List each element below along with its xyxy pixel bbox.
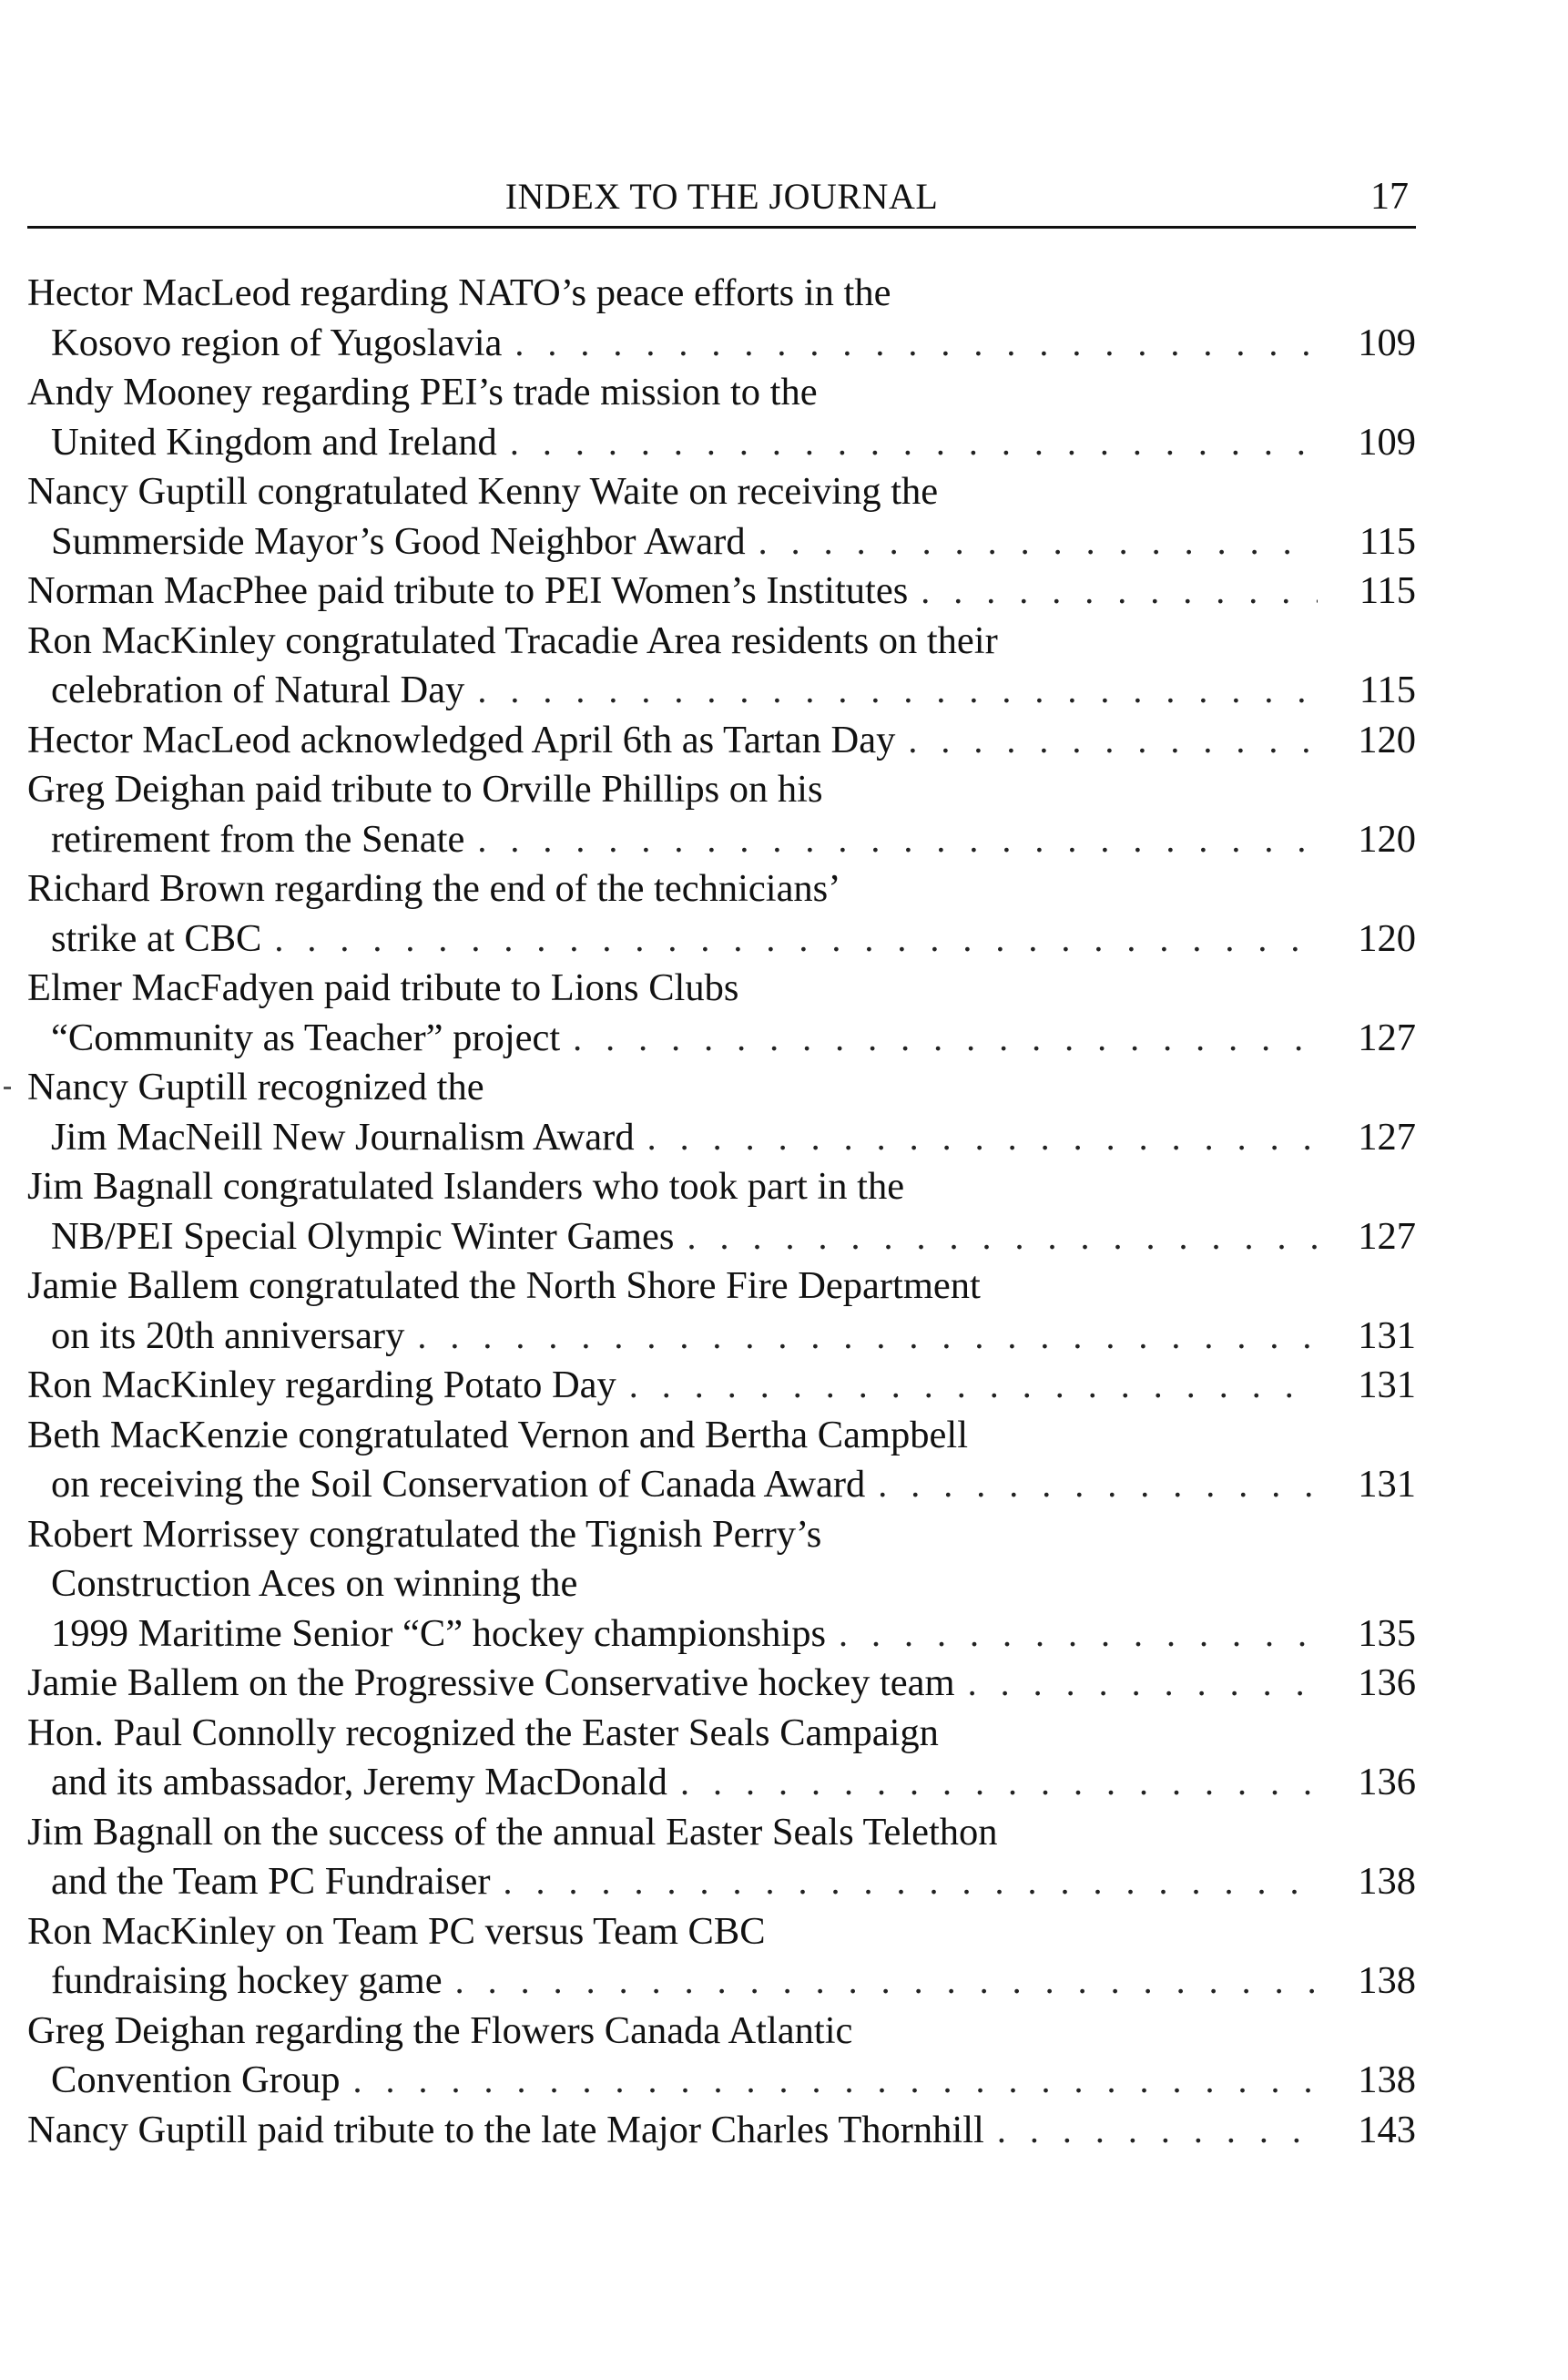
entry-page-number: 120 [1358,718,1416,761]
entry-page-number: 115 [1359,519,1416,563]
entry-last-line [27,418,1416,468]
entry-last-line [27,1857,1416,1907]
entry-page-number: 136 [1358,1661,1416,1704]
index-entry [27,1262,1416,1361]
dot-leader [921,567,1318,617]
entry-line: Greg Deighan regarding the Flowers Canada Atlantic [27,2008,853,2052]
index-entry [27,567,1416,617]
index-entry [27,1659,1416,1709]
entry-last-line [27,1312,1416,1362]
entry-last-line [27,567,1416,617]
entry-page-number: 138 [1358,1860,1416,1903]
entry-page-number: 120 [1358,817,1416,861]
entry-last-line [27,666,1416,716]
dot-leader [573,1014,1318,1064]
index-entry [27,1411,1416,1510]
index-entry [27,716,1416,766]
page-header [27,173,1416,229]
entry-line: Richard Brown regarding the end of the technicians’ [27,867,841,910]
dot-leader [504,1857,1318,1907]
entry-line: Elmer MacFadyen paid tribute to Lions Clubs [27,966,739,1009]
dot-leader [417,1312,1318,1362]
entry-page-number: 138 [1358,1959,1416,2002]
entry-last-line [27,319,1416,369]
entry-text: Hector MacLeod acknowledged April 6th as Tartan Day [27,718,896,761]
entry-last-line [27,517,1416,567]
index-entry [27,1808,1416,1907]
index-entry [27,1361,1416,1411]
entry-line: Hector MacLeod regarding NATO’s peace efforts in the [27,271,891,314]
entry-last-line [27,1014,1416,1064]
header-page-number: 17 [1370,176,1409,218]
index-entry [27,1709,1416,1808]
entry-line: Robert Morrissey congratulated the Tignish Perry’s [27,1512,822,1556]
entry-line: Ron MacKinley congratulated Tracadie Area residents on their [27,618,998,662]
dot-leader [878,1460,1318,1510]
entry-text: strike at CBC [51,916,262,960]
entry-line: Andy Mooney regarding PEI’s trade mission to the [27,371,818,414]
entry-text: NB/PEI Special Olympic Winter Games [51,1214,675,1258]
dot-leader [997,2106,1318,2156]
entry-text: on receiving the Soil Conservation of Canada Award [51,1463,866,1506]
entry-page-number: 127 [1358,1214,1416,1258]
index-entry [27,368,1416,467]
dot-leader [680,1758,1318,1808]
dot-leader [647,1113,1318,1163]
margin-mark [4,1087,11,1089]
dot-leader [353,2056,1318,2106]
entry-last-line [27,1659,1416,1709]
dot-leader [477,815,1318,865]
dot-leader [629,1361,1318,1411]
index-entry [27,1907,1416,2007]
index-entry [27,467,1416,567]
entry-text: fundraising hockey game [51,1959,443,2002]
entry-line: Jim Bagnall congratulated Islanders who took part in the [27,1165,905,1208]
entry-text: on its 20th anniversary [51,1313,405,1357]
entry-text: Kosovo region of Yugoslavia [51,321,503,364]
entry-last-line [27,2056,1416,2106]
dot-leader [274,914,1318,965]
entry-line: Jamie Ballem congratulated the North Shore Fire Department [27,1264,981,1307]
index-entry [27,1510,1416,1660]
entry-text: Convention Group [51,2058,341,2101]
entry-text: “Community as Teacher” project [51,1016,561,1059]
entry-line: Ron MacKinley on Team PC versus Team CBC [27,1909,766,1953]
page-title: INDEX TO THE JOURNAL [504,176,939,217]
dot-leader [839,1609,1318,1660]
dot-leader [514,319,1318,369]
index-entry [27,617,1416,716]
entry-last-line [27,815,1416,865]
index-entry [27,964,1416,1063]
dot-leader [908,716,1318,766]
entry-text: retirement from the Senate [51,817,465,861]
index-entry [27,864,1416,964]
entry-page-number: 120 [1358,916,1416,960]
entry-text: and its ambassador, Jeremy MacDonald [51,1761,667,1803]
entry-page-number: 109 [1358,420,1416,464]
entry-text: United Kingdom and Ireland [51,420,497,464]
entry-text: Nancy Guptill paid tribute to the late Major Charles Thornhill [27,2108,984,2151]
entry-text: Jim MacNeill New Journalism Award [51,1115,635,1159]
entry-page-number: 136 [1358,1761,1416,1803]
index-entry [27,765,1416,864]
entry-page-number: 127 [1358,1115,1416,1159]
entry-text: celebration of Natural Day [51,669,465,711]
index-entry [27,269,1416,368]
index-entries-list [27,269,1416,2155]
entry-text: 1999 Maritime Senior “C” hockey championships [51,1611,827,1655]
entry-last-line [27,1113,1416,1163]
entry-page-number: 143 [1358,2108,1416,2151]
index-entry [27,2106,1416,2156]
dot-leader [759,517,1318,567]
entry-line: Jim Bagnall on the success of the annual Easter Seals Telethon [27,1810,998,1854]
entry-page-number: 127 [1358,1016,1416,1059]
entry-page-number: 135 [1358,1611,1416,1655]
index-entry [27,1063,1416,1162]
entry-last-line [27,1758,1416,1808]
entry-text: and the Team PC Fundraiser [51,1860,491,1903]
entry-last-line [27,914,1416,965]
index-entry [27,1162,1416,1262]
entry-last-line [27,1956,1416,2007]
entry-text: Norman MacPhee paid tribute to PEI Women’s Institutes [27,569,909,612]
entry-text: Summerside Mayor’s Good Neighbor Award [51,519,746,563]
entry-line: Greg Deighan paid tribute to Orville Phillips on his [27,768,823,811]
entry-line: Nancy Guptill recognized the [27,1066,484,1108]
entry-last-line [27,1361,1416,1411]
entry-last-line [27,716,1416,766]
dot-leader [687,1212,1318,1262]
entry-page-number: 109 [1358,321,1416,364]
entry-last-line [27,1460,1416,1510]
entry-line: Beth MacKenzie congratulated Vernon and Bertha Campbell [27,1413,969,1456]
entry-last-line [27,2106,1416,2156]
entry-page-number: 115 [1359,669,1416,711]
entry-page-number: 131 [1358,1364,1416,1406]
entry-last-line [27,1212,1416,1262]
dot-leader [455,1956,1318,2007]
entry-line: Nancy Guptill congratulated Kenny Waite on receiving the [27,470,939,513]
index-entry [27,2007,1416,2106]
entry-page-number: 131 [1358,1313,1416,1357]
entry-page-number: 131 [1358,1463,1416,1506]
dot-leader [477,666,1318,716]
entry-line: Construction Aces on winning the [51,1562,578,1605]
entry-last-line [27,1609,1416,1660]
entry-page-number: 138 [1358,2058,1416,2101]
entry-text: Jamie Ballem on the Progressive Conservative hockey team [27,1661,955,1704]
entry-text: Ron MacKinley regarding Potato Day [27,1364,616,1406]
entry-line: Hon. Paul Connolly recognized the Easter Seals Campaign [27,1711,939,1754]
dot-leader [968,1659,1318,1709]
entry-page-number: 115 [1359,569,1416,612]
dot-leader [510,418,1318,468]
